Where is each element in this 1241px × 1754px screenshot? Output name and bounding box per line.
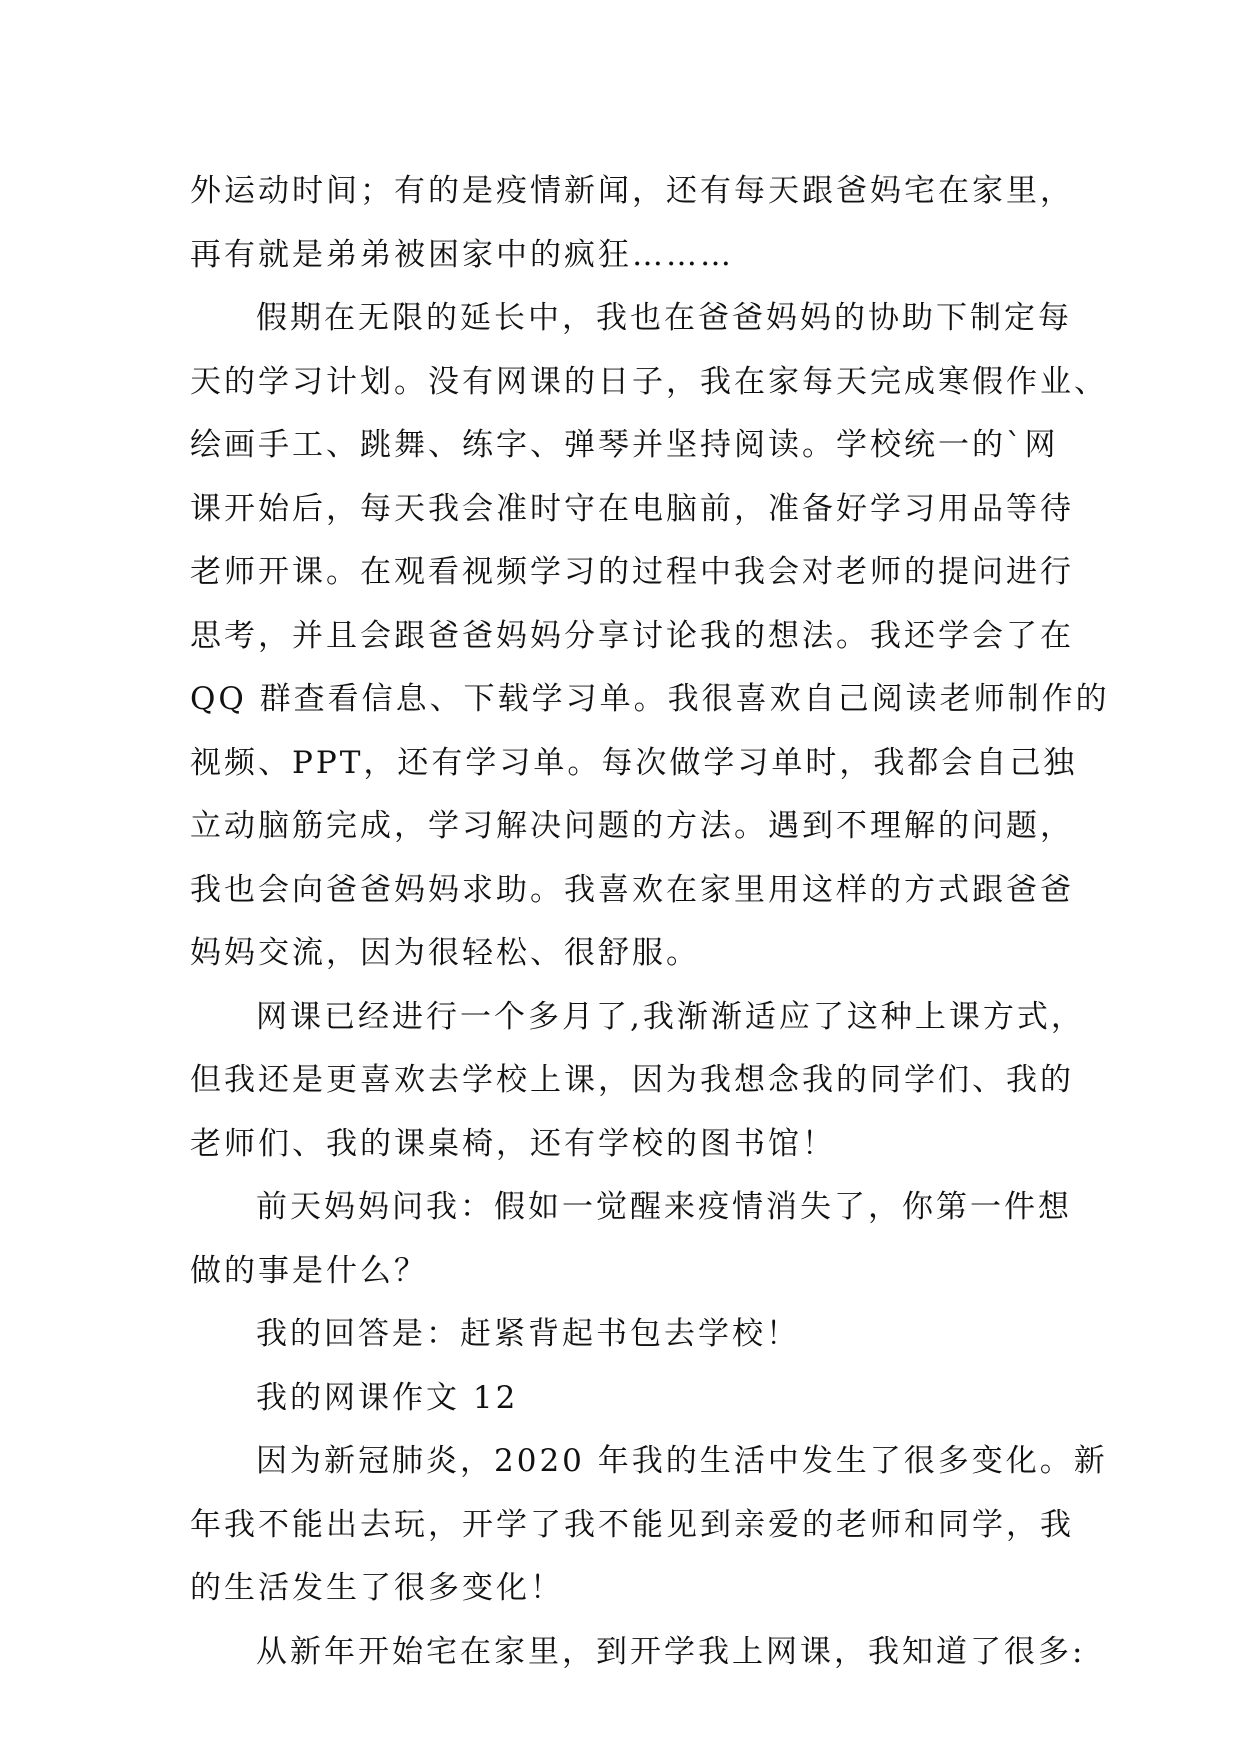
text-line: 的生活发生了很多变化！ bbox=[190, 1570, 564, 1606]
essay-title: 我的网课作文 12 bbox=[256, 1379, 519, 1416]
text-line: 思考，并且会跟爸爸妈妈分享讨论我的想法。我还学会了在 bbox=[190, 617, 1074, 654]
text-line: 绘画手工、跳舞、练字、弹琴并坚持阅读。学校统一的`网 bbox=[190, 427, 1059, 463]
text-line: 再有就是弟弟被困家中的疯狂……… bbox=[190, 236, 734, 273]
text-line: 视频、PPT，还有学习单。每次做学习单时，我都会自己独 bbox=[190, 744, 1078, 781]
text-line: 做的事是什么？ bbox=[190, 1252, 428, 1289]
text-line: 年我不能出去玩，开学了我不能见到亲爱的老师和同学，我 bbox=[190, 1506, 1074, 1543]
text-line: 外运动时间；有的是疫情新闻，还有每天跟爸妈宅在家里， bbox=[190, 173, 1074, 209]
paragraph-start-line: 因为新冠肺炎，2020 年我的生活中发生了很多变化。新 bbox=[256, 1443, 1108, 1479]
text-line: 我也会向爸爸妈妈求助。我喜欢在家里用这样的方式跟爸爸 bbox=[190, 871, 1074, 908]
text-line: 天的学习计划。没有网课的日子，我在家每天完成寒假作业、 bbox=[190, 363, 1108, 400]
text-line: 但我还是更喜欢去学校上课，因为我想念我的同学们、我的 bbox=[190, 1062, 1074, 1098]
text-line: 老师们、我的课桌椅，还有学校的图书馆！ bbox=[190, 1125, 836, 1162]
text-line: 课开始后，每天我会准时守在电脑前，准备好学习用品等待 bbox=[190, 490, 1074, 527]
text-line: 妈妈交流，因为很轻松、很舒服。 bbox=[190, 935, 700, 971]
text-line: 立动脑筋完成，学习解决问题的方法。遇到不理解的问题， bbox=[190, 808, 1074, 844]
paragraph-start-line: 我的回答是：赶紧背起书包去学校！ bbox=[256, 1316, 800, 1352]
paragraph-start-line: 从新年开始宅在家里，到开学我上网课，我知道了很多: bbox=[256, 1633, 1086, 1670]
paragraph-start-line: 假期在无限的延长中，我也在爸爸妈妈的协助下制定每 bbox=[256, 300, 1072, 336]
essay-body bbox=[190, 160, 1110, 1684]
paragraph-start-line: 网课已经进行一个多月了,我渐渐适应了这种上课方式， bbox=[256, 998, 1085, 1035]
text-line: QQ 群查看信息、下载学习单。我很喜欢自己阅读老师制作的 bbox=[190, 681, 1110, 717]
text-line: 老师开课。在观看视频学习的过程中我会对老师的提问进行 bbox=[190, 554, 1074, 590]
paragraph-start-line: 前天妈妈问我：假如一觉醒来疫情消失了，你第一件想 bbox=[256, 1189, 1072, 1225]
